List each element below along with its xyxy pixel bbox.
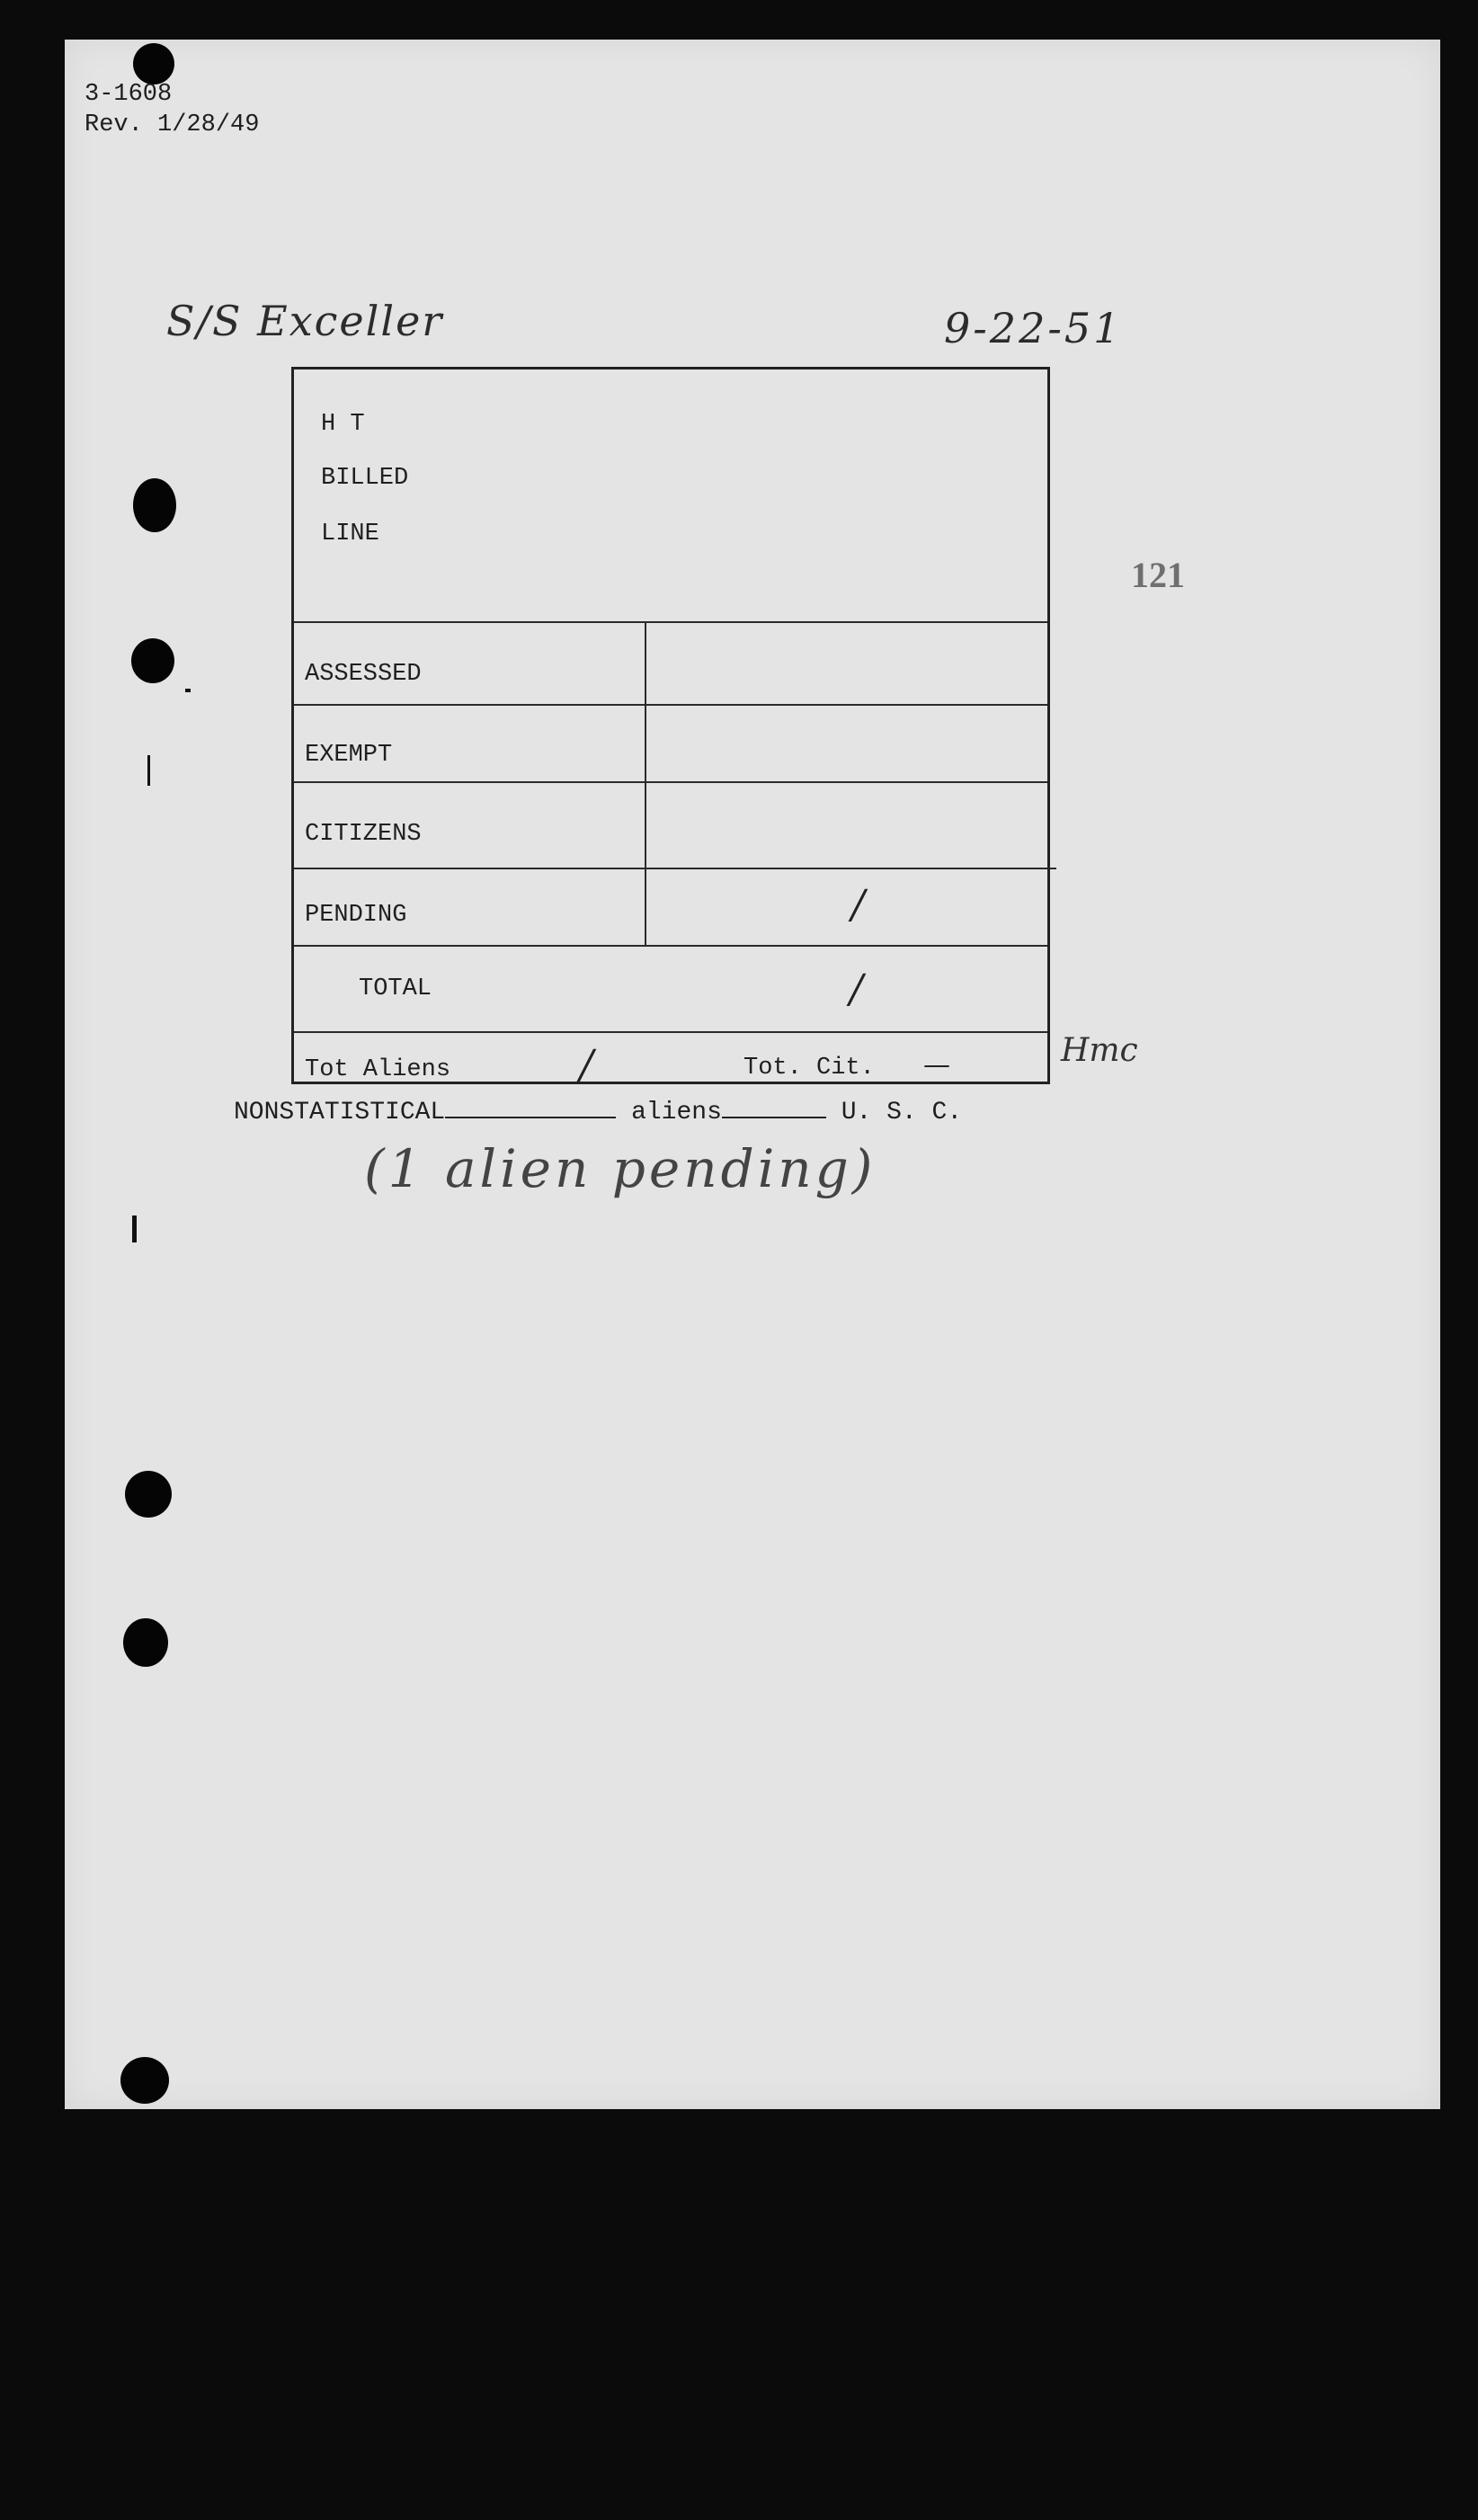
speck bbox=[132, 1215, 137, 1242]
form-number-block bbox=[85, 79, 259, 140]
handwritten-date: 9-22-51 bbox=[944, 304, 1123, 352]
speck bbox=[185, 689, 191, 692]
row-label-citizens: CITIZENS bbox=[305, 821, 422, 848]
rule bbox=[294, 621, 1047, 623]
usc-label: U. S. C. bbox=[841, 1099, 963, 1126]
row-label-exempt: EXEMPT bbox=[305, 742, 393, 769]
nonstatistical-blank bbox=[445, 1093, 616, 1118]
rule bbox=[294, 781, 1047, 783]
punch-hole bbox=[125, 1471, 172, 1518]
rule bbox=[294, 868, 1056, 869]
tot-cit-label: Tot. Cit. bbox=[743, 1055, 875, 1082]
nonstatistical-label: NONSTATISTICAL bbox=[234, 1099, 446, 1126]
tot-cit-value: — bbox=[923, 1049, 950, 1081]
form-number: 3-1608 bbox=[85, 81, 173, 108]
header-line-3: LINE bbox=[321, 521, 379, 548]
punch-hole bbox=[123, 1618, 168, 1667]
aliens-blank bbox=[722, 1093, 826, 1118]
row-label-pending: PENDING bbox=[305, 902, 407, 929]
nonstatistical-line bbox=[234, 1093, 962, 1126]
punch-hole bbox=[120, 2057, 169, 2104]
row-value-pending: / bbox=[851, 882, 865, 928]
tot-aliens-label: Tot Aliens bbox=[305, 1056, 451, 1083]
speck bbox=[147, 755, 150, 786]
stamp-number: 121 bbox=[1131, 555, 1185, 595]
total-label: TOTAL bbox=[359, 975, 432, 1002]
total-value: / bbox=[850, 966, 863, 1012]
form-revision: Rev. 1/28/49 bbox=[85, 111, 260, 138]
rule bbox=[294, 945, 1047, 947]
tally-form bbox=[291, 367, 1050, 1088]
rule bbox=[294, 1031, 1047, 1033]
column-divider bbox=[645, 621, 646, 945]
aliens-label: aliens bbox=[631, 1099, 722, 1126]
vessel-name: S/S Exceller bbox=[166, 297, 444, 345]
rule bbox=[294, 704, 1047, 706]
tot-aliens-value: / bbox=[580, 1042, 593, 1088]
pending-note: (1 alien pending) bbox=[364, 1138, 877, 1199]
punch-hole bbox=[133, 478, 176, 532]
header-line-1: H T bbox=[321, 411, 365, 438]
punch-hole bbox=[131, 638, 174, 683]
header-line-2: BILLED bbox=[321, 465, 409, 492]
row-label-assessed: ASSESSED bbox=[305, 661, 422, 688]
initials: Hmc bbox=[1061, 1032, 1138, 1069]
